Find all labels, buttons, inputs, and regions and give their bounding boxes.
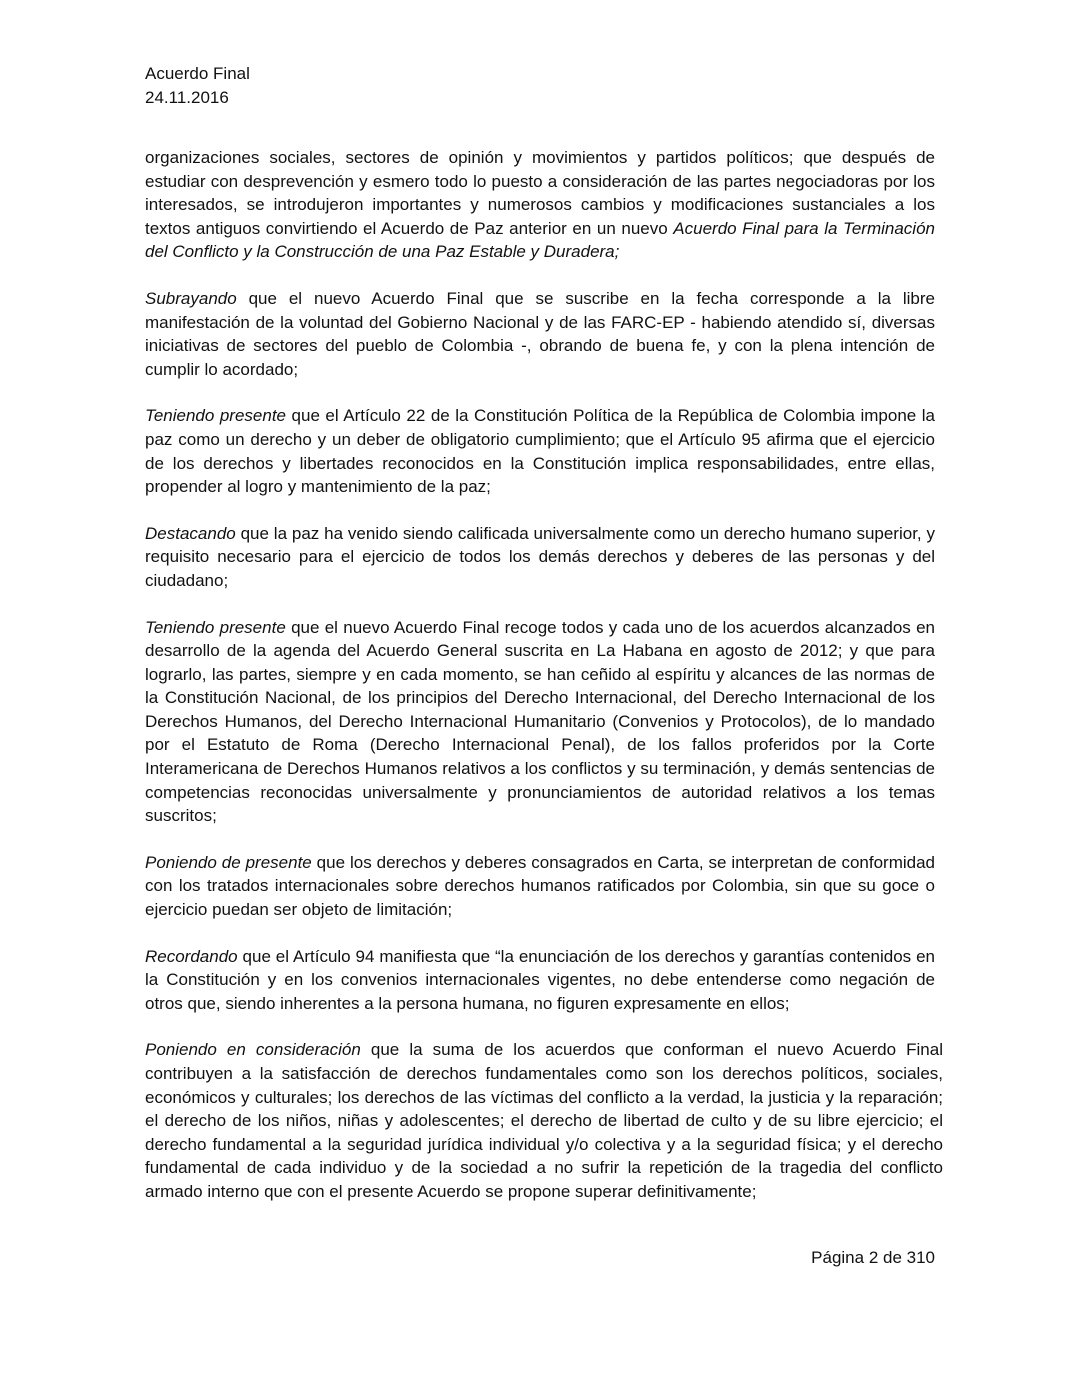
paragraph-text: que la suma de los acuerdos que conforman el nuevo Acuerdo Final contribuyen a la satisfacción de derechos fundamentales como son los derechos políticos, sociales, económicos y culturales; los derechos de las víctimas del conflicto a la verdad, la justicia y la reparación; el derecho de los niños, niñas y adolescentes; el derecho de libertad de culto y de su libre ejercicio; el derecho fundamental a la seguridad jurídica individual y/o colectiva y a la seguridad física; y el derecho fundamental de cada individuo y de la sociedad a no sufrir la repetición de la tragedia del conflicto armado interno que con el presente Acuerdo se propone superar definitivamente;: [145, 1040, 943, 1201]
page-header: [145, 62, 250, 110]
paragraph-text: que la paz ha venido siendo calificada universalmente como un derecho humano superior, y requisito necesario para el ejercicio de todos los demás derechos y deberes de las personas y del ciudadano;: [145, 523, 935, 590]
paragraph-text: que el nuevo Acuerdo Final recoge todos y cada uno de los acuerdos alcanzados en desarrollo de la agenda del Acuerdo General suscrita en La Habana en agosto de 2012; y que para lograrlo, las partes, siempre y en cada momento, se han ceñido al espíritu y alcances de las normas de la Constitución Nacional, de los principios del Derecho Internacional, del Derecho Internacional de los Derechos Humanos, del Derecho Internacional Humanitario (Convenios y Protocolos), de lo mandado por el Estatuto de Roma (Derecho Internacional Penal), de los fallos proferidos por la Corte Interamericana de Derechos Humanos relativos a los conflictos y su terminación, y demás sentencias de competencias reconocidas universalmente y pronunciamientos de autoridad relativos a los temas suscritos;: [145, 617, 935, 826]
page-number: Página 2 de 310: [811, 1248, 935, 1267]
paragraph-text: que el nuevo Acuerdo Final que se suscribe en la fecha corresponde a la libre manifestación de la voluntad del Gobierno Nacional y de las FARC-EP - habiendo atendido sí, diversas iniciativas de sectores del pueblo de Colombia -, obrando de buena fe, y con la plena intención de cumplir lo acordado;: [145, 288, 935, 379]
paragraph-lead: Subrayando: [145, 288, 237, 308]
paragraph-teniendo-presente-2: [145, 616, 935, 828]
document-date: 24.11.2016: [145, 88, 229, 107]
paragraph-continuation: [145, 146, 935, 264]
agreement-title: Acuerdo Final para la Terminación del Conflicto y la Construcción de una Paz Estable y Duradera;: [145, 218, 935, 262]
paragraph-lead: Teniendo presente: [145, 406, 287, 426]
paragraph-poniendo-en-consideracion: [145, 1038, 943, 1203]
document-title: Acuerdo Final: [145, 64, 250, 83]
paragraph-text: que los derechos y deberes consagrados en Carta, se interpretan de conformidad con los tratados internacionales sobre derechos humanos ratificados por Colombia, sin que su goce o ejercicio puedan ser objeto de limitación;: [145, 852, 936, 920]
paragraph-poniendo-de-presente: [145, 851, 935, 922]
paragraph-lead: Recordando: [145, 946, 238, 966]
paragraph-lead: Poniendo en consideración: [145, 1040, 361, 1060]
paragraph-lead: Poniendo de presente: [145, 852, 312, 872]
paragraph-destacando: [145, 522, 935, 593]
document-body: [145, 146, 943, 1204]
paragraph-text: que el Artículo 94 manifiesta que “la enunciación de los derechos y garantías contenidos en la Constitución y en los convenios internacionales vigentes, no debe entenderse como negación de otros que, siendo inherentes a la persona humana, no figuren expresamente en ellos;: [145, 946, 935, 1013]
paragraph-teniendo-presente-1: [145, 404, 935, 498]
paragraph-text: organizaciones sociales, sectores de opinión y movimientos y partidos políticos; que después de estudiar con desprevención y esmero todo lo puesto a consideración de las partes negociadoras por los interesados, se introdujeron importantes y numerosos cambios y modificaciones sustanciales a los textos antiguos convirtiendo el Acuerdo de Paz anterior en un nuevo: [145, 148, 935, 238]
paragraph-subrayando: [145, 287, 935, 381]
paragraph-lead: Destacando: [145, 523, 236, 543]
paragraph-lead: Teniendo presente: [145, 617, 286, 637]
paragraph-text: que el Artículo 22 de la Constitución Política de la República de Colombia impone la paz como un derecho y un deber de obligatorio cumplimiento; que el Artículo 95 afirma que el ejercicio de los derechos y libertades reconocidos en la Constitución implica responsabilidades, entre ellas, propender al logro y mantenimiento de la paz;: [145, 406, 935, 497]
paragraph-recordando: [145, 945, 935, 1016]
